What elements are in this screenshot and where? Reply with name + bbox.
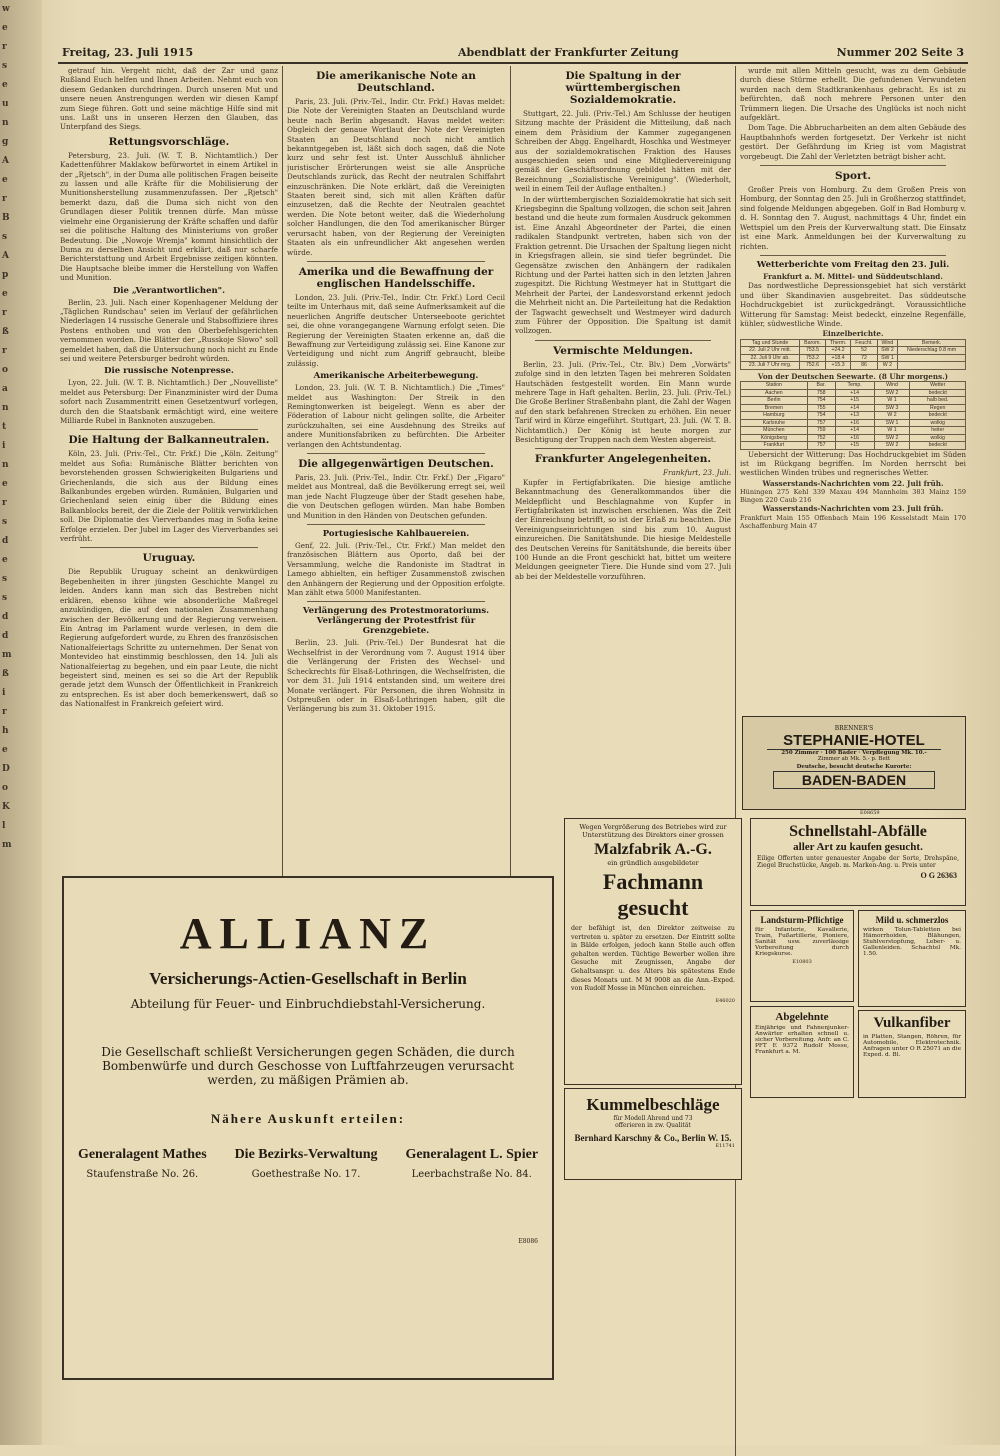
table-cell: +14 — [835, 427, 874, 435]
ad-code: E11741 — [715, 1143, 735, 1149]
table-cell: 755 — [807, 404, 835, 412]
gutter-fragment: h — [2, 726, 9, 736]
table-row — [741, 397, 966, 405]
article-text: Großer Preis von Homburg. Zu dem Großen Preis von Homburg, der Sonntag den 25. Juli in Großherzog stattfindet, sind folgende Meldungen abgegeben. Golf in Bad Homburg v. d. H. Sonntag den 7. August, nachmittags 4 Uhr, findet ein Wettspiel um den Preis der Kurverwaltung statt. Die Einsatz ist eine Mark. Anmeldungen bei der Kurverwaltung zu richten. — [740, 185, 966, 251]
gutter-fragment: r — [2, 42, 7, 52]
weather-text: Uebersicht der Witterung: Das Hochdruckgebiet im Süden ist im Rückgang begriffen. Im Norden herrscht bei westlichen Winden trübes und regnerisches Wetter. — [740, 449, 966, 478]
weather-table — [740, 339, 966, 370]
ad-code: E10803 — [792, 959, 812, 965]
malzfabrik-advertisement — [564, 818, 742, 1085]
table-cell: Frankfurt — [741, 442, 808, 450]
column-rule — [735, 66, 736, 1456]
kummel-advertisement — [564, 1088, 742, 1180]
water-level-title: Wasserstands-Nachrichten vom 22. Juli früh. — [762, 478, 944, 488]
gutter-fragment: e — [2, 80, 8, 90]
agent-address: Leerbachstraße No. 84. — [411, 1169, 532, 1180]
table-cell: heiter — [910, 427, 966, 435]
headline: Sport. — [835, 170, 871, 183]
table-cell: +16 — [835, 434, 874, 442]
headline: Portugiesische Kahlbauereien. — [322, 529, 470, 540]
table-cell: W 1 — [874, 397, 910, 405]
table-header-cell: Therm. — [825, 339, 850, 347]
allianz-title: ALLIANZ — [179, 909, 437, 958]
agent-name: Generalagent L. Spier — [405, 1147, 539, 1162]
company-name: Bernhard Karschny & Co., Berlin W. 15. — [574, 1133, 732, 1143]
table-cell: Karlsruhe — [741, 419, 808, 427]
gutter-fragment: ß — [2, 327, 9, 337]
ad-headline: Schnellstahl-Abfälle — [789, 823, 927, 840]
gutter-fragment: n — [2, 403, 9, 413]
hotel-name: STEPHANIE-HOTEL — [767, 732, 941, 750]
gutter-fragment: B — [2, 213, 10, 223]
header-paper-name: Abendblatt der Frankfurter Zeitung — [458, 46, 679, 59]
table-cell: 72 — [851, 354, 877, 362]
table-cell: wolkig — [910, 434, 966, 442]
table-cell: +15 — [835, 442, 874, 450]
table-cell: +24.2 — [825, 347, 850, 355]
hotel-brand: BRENNER'S — [834, 725, 874, 732]
divider — [307, 261, 485, 262]
weather-section-title: Einzelberichte. — [822, 329, 884, 339]
ad-headline: Abgelehnte — [775, 1011, 829, 1023]
gutter-fragment: i — [2, 441, 6, 451]
table-cell: SW 1 — [877, 354, 897, 362]
ad-text: Einjährige und Fahnenjunker-Anwärter erhalten schnell u. sicher Vorbereitung. Anfr. an C. PFT E 9372 Rudolf Mosse, Frankfurt a. M. — [755, 1025, 849, 1055]
table-header-cell: Wind — [874, 382, 910, 390]
table-row — [741, 347, 966, 355]
table-header-cell: Feucht. — [851, 339, 877, 347]
gutter-fragment: g — [2, 137, 9, 147]
article-text: Berlin, 23. Juli. Nach einer Kopenhagener Meldung der „Täglichen Rundschau" seien im Verlauf der gefährlichen Niederlagen 14 russische Generale und Stabsoffiziere ihres Postens enthoben und von den Oberbefehlsgerichten vernommen worden. Die Blätter der „Russkoje Slowo" soll gemeldet haben, daß die Untersuchung noch nicht zu Ende sei und weitere Petersburger bedroht würden. — [60, 297, 278, 363]
gutter-fragment: s — [2, 574, 8, 584]
gutter-fragment: t — [2, 422, 7, 432]
article-text: getrauf hin. Vergeht nicht, daß der Zar und ganz Rußland Euch helfen und Ihnen Arbeiten. Nehmt euch von diesem Gedanken durchdringen. Durch unseren Mut und unsere neuen Anstrengungen werden wir diesen Kampf zum Siege führen. Gott und seine mächtige Hilfe sind mit uns. Laßt uns in unseren Herzen den Glauben, das Unterpfand des Siegs. — [60, 66, 278, 132]
gutter-fragment: o — [2, 783, 9, 793]
table-cell: +15.3 — [825, 362, 850, 370]
article-text: Petersburg, 23. Juli. (W. T. B. Nichtamtlich.) Der Kadettenführer Maklakow befürwortet in einem Artikel in der „Rjetsch", in der Duma alle politischen Fragen beiseite zu lassen und alle Kräfte für die Mobilisierung der Munitionsherstellung zusammenzufassen. Der „Rjetsch" bemerkt dazu, daß die Duma sich nicht von den Grundlagen dieser Politik trennen dürfe. Man müsse vielmehr eine Organisierung der Kräfte schaffen und dafür sei die politische Haltung des Ministeriums von großer Bedeutung. Die „Nowoje Wremja" kommt hinsichtlich der Duma zu derselben Ansicht und erklärt, daß nur scharfe Berichterstattung und Arbeit Ergebnisse zeitigen könnten. Die Hauptsache bleibe immer die Herstellung von Waffen und Munition. — [60, 150, 278, 283]
gutter-fragment: e — [2, 23, 8, 33]
table-header-cell: Bemerk. — [898, 339, 966, 347]
divider — [535, 448, 711, 449]
gutter-fragment: d — [2, 536, 9, 546]
gutter-fragment: r — [2, 346, 7, 356]
gutter-fragment: u — [2, 99, 9, 109]
table-cell: W 2 — [874, 412, 910, 420]
agent-address: Staufenstraße No. 26. — [86, 1169, 199, 1180]
water-level-data: Frankfurt Main 155 Offenbach Main 196 Kesselstadt Main 170 Aschaffenburg Main 47 — [740, 513, 966, 530]
gutter-fragment: s — [2, 232, 8, 242]
table-cell: 757 — [807, 419, 835, 427]
allianz-body: Die Gesellschaft schließt Versicherungen gegen Schäden, die durch Bombenwürfe und durch Geschosse von Luftfahrzeugen verursacht werden, zu mäßigen Prämien ab. — [101, 1045, 515, 1087]
table-cell: Königsberg — [741, 434, 808, 442]
table-row — [741, 354, 966, 362]
table-cell: 754 — [807, 397, 835, 405]
mild-advertisement — [858, 910, 966, 1007]
table-cell: wolkig — [910, 419, 966, 427]
article-text: Berlin, 23. Juli. (Priv.-Tel., Ctr. Blv.) Dem „Vorwärts" zufolge sind in den letzten Tagen bei mehreren Soldaten Hautschäden festgestellt worden. Ein Mann wurde mehrere Tage in Haft gehalten. Berlin, 23. Juli. (Priv.-Tel.) Die Große Berliner Straßenbahn plant, die Zahl der Wagen auf den stark befahrenen Strecken zu erhöhen. Ein neuer Tarif wird in Kürze eingeführt. Stuttgart, 23. Juli. (W. T. B. Nichtamtlich.) Der König ist heute morgen zur Besichtigung der Truppen nach dem Westen abgereist. — [515, 359, 731, 444]
gutter-fragment: r — [2, 498, 7, 508]
ad-code: E46020 — [715, 997, 735, 1004]
headline: Verlängerung des Protestmoratoriums. Verlängerung der Protestfrist für Grenzgebiete. — [302, 606, 490, 637]
table-cell: bedeckt — [910, 389, 966, 397]
table-row — [741, 442, 966, 450]
gutter-fragment: l — [2, 821, 6, 831]
divider — [307, 601, 485, 602]
headline: Die russische Notenpresse. — [104, 366, 234, 377]
gutter-fragment: o — [2, 365, 9, 375]
table-cell: SW 2 — [874, 389, 910, 397]
table-cell: 22. Juli 9 Uhr ab. — [741, 354, 800, 362]
table-cell: 86 — [851, 362, 877, 370]
table-cell: W 2 — [877, 362, 897, 370]
table-cell: 52 — [851, 347, 877, 355]
ad-headline: Kummelbeschläge — [586, 1095, 720, 1114]
gutter-fragment: K — [2, 802, 10, 812]
headline: Amerika und die Bewaffnung der englischen Handelsschiffe. — [298, 265, 494, 290]
gutter-fragment: s — [2, 61, 8, 71]
seewarte-title: Von der Deutschen Seewarte. (8 Uhr morgens.) — [757, 371, 949, 381]
ad-headline: Mild u. schmerzlos — [875, 915, 949, 925]
table-cell: SW 1 — [874, 419, 910, 427]
ad-text: für Modell Ahrend und 73 — [613, 1115, 693, 1122]
table-cell: Regen — [910, 404, 966, 412]
headline: Die amerikanische Note an Deutschland. — [316, 70, 476, 94]
article-text: Die Republik Uruguay scheint an denkwürdigen Begebenheiten in ihrer jüngsten Geschichte Mangel zu leiden. Anders kann man sich das Bestreben nicht erklären, ebenso kühne wie absonderliche Maßregel anzukündigen, die auf den nationalen Zusammenhang zwischen der Bevölkerung und der Regierung verweisen. Ein Antrag im Parlament wurde verlesen, in dem die Regierung aufgefordert wurde, zu Ehren des französischen Nationalfeiertags Schritte zu unternehmen. Der Senat von Montevideo hat einstimmig beschlossen, den 14. Juli als Nationalfeiertag zu begehen, und ein paar Leute, die nicht begeistert sind, meinen es sei so die Art der Republik gerade jetzt dem Wunsch der Öffentlichkeit in Frankreich zu entsprechen. Es ist aber doch bemerkenswert, daß so das Nationalfest in Frankreich gefeiert wird. — [60, 567, 278, 709]
water-level-title: Wasserstands-Nachrichten vom 23. Juli früh. — [762, 504, 944, 514]
table-cell: 757 — [807, 442, 835, 450]
table-cell: +13 — [835, 412, 874, 420]
hotel-city: BADEN-BADEN — [773, 771, 935, 789]
article-text: London, 23. Juli. (Priv.-Tel., Indir. Ctr. Frkf.) Lord Cecil teilte im Unterhaus mit, daß seine Aufmerksamkeit auf die neuerlichen Angriffe deutscher Unterseeboote gerichtet sei, die ohne vorangegangene Warnung erfolgt seien. Die Regierung der Vereinigten Staaten erkenne an, daß die Bewaffnung zur Verteidigung zulässig sei. Eine Kanone zur Verteidigung und nicht zum Angriff gebraucht, bleibe zulässig. — [287, 292, 505, 368]
article-text: Kupfer in Fertigfabrikaten. Die hiesige amtliche Bekanntmachung des Generalkommandos über die Meldepflicht und Beschlagnahme von Kupfer in Fertigfabrikaten ist inzwischen erschienen. Was die Zeit der Einreichung betrifft, so ist der Erlaß zu beachten. Die Vereinigungseinrichtungen sind bis zum 10. August einzureichen. Die Sanitätshunde. Die hiesige Meldestelle des Deutschen Vereins für Sanitätshunde, die bereits über 100 Hunde an die Front geschickt hat, bittet um weitere Meldungen geeigneter Tiere. Die Hunde sind vom 27. Juli ab bei der Meldestelle vorzuführen. — [515, 477, 731, 581]
column-3 — [515, 66, 731, 871]
gutter-fragment: e — [2, 745, 8, 755]
article-text: Berlin, 23. Juli. (Priv.-Tel.) Der Bundesrat hat die Wechselfrist in der Verordnung vom 7. August 1914 über die Verlängerung der Fristen des Wechsel- und Scheckrechts für Elsaß-Lothringen, die Wechselfristen, die vor dem 31. Juli 1914 entstanden sind, um weitere drei Monate verlängert. Für Personen, die ihren Wohnsitz in Ostpreußen oder in Elsaß-Lothringen haben, gilt die Verlängerung bis zum 31. Oktober 1915. — [287, 638, 505, 714]
schnellstahl-advertisement — [750, 818, 966, 906]
agent-address: Goethestraße No. 17. — [251, 1169, 361, 1180]
page-header — [58, 44, 968, 64]
ad-headline: Landsturm-Pflichtige — [760, 915, 844, 925]
gutter-fragment: A — [2, 156, 9, 166]
ad-code: E8086 — [518, 1238, 538, 1245]
table-cell: 22. Juli 2 Uhr mitt. — [741, 347, 800, 355]
gutter-fragment: m — [2, 840, 12, 850]
article-text: Stuttgart, 22. Juli. (Priv.-Tel.) Am Schlusse der heutigen Sitzung machte der Präsident die Mitteilung, daß nach einem dem Präsidium der Kammer zugegangenen Schreiben der Abgg. Engelhardt, Hoschka und Westmeyer aus der sozialdemokratischen Fraktion des Hauses ausgeschieden seien und eine Mitgliedervereinigung gemäß der Geschäftsordnung gebildet hätten mit der Bezeichnung „Sozialistische Vereinigung". (Wiederholt, weil in einem Teil der Auflage enthalten.) — [515, 109, 731, 194]
gutter-fragment: D — [2, 764, 10, 774]
table-cell: +14 — [835, 389, 874, 397]
gutter-fragment: n — [2, 118, 9, 128]
table-row — [741, 434, 966, 442]
ad-text: Eilige Offerten unter genauester Angabe der Sorte, Drehspäne, Ziegel Bruchstücke, Angeb. m. Marken-Ang. u. Preis unter — [757, 855, 959, 869]
table-cell: SW 2 — [874, 434, 910, 442]
table-row — [741, 404, 966, 412]
hotel-info: 250 Zimmer · 100 Bäder · Verpflegung Mk. 10.- — [781, 750, 927, 756]
ad-headline: Vulkanfiber — [873, 1015, 951, 1031]
gutter-fragment: e — [2, 479, 8, 489]
article-text: Dom Tage. Die Abbrucharbeiten an dem alten Gebäude des Hauptbahnhofs werden fortgesetzt. Der Verkehr ist nicht gestört. Der Gefährdung im Krieg ist vom Magistrat vorgebeugt. Die Zahl der Verletzten beträgt bisher acht. — [740, 123, 966, 161]
table-cell: 753.2 — [800, 354, 826, 362]
weather-headline: Wetterberichte vom Freitag den 23. Juli. — [756, 259, 950, 270]
ad-text: in Platten, Stangen, Röhren, für Automobile, Elektrotechnik. Anfragen unter O R 25071 an die Exped. d. Bl. — [863, 1034, 961, 1058]
weather-subheading: Frankfurt a. M. Mittel- und Süddeutschland. — [763, 271, 943, 281]
gutter-fragment: n — [2, 460, 9, 470]
table-cell: 752 — [807, 434, 835, 442]
headline: Amerikanische Arbeiterbewegung. — [313, 371, 479, 382]
divider — [307, 453, 485, 454]
headline: Uruguay. — [142, 552, 196, 565]
table-cell: bedeckt — [910, 442, 966, 450]
table-row — [741, 412, 966, 420]
gutter-fragment: s — [2, 517, 8, 527]
column-4 — [740, 66, 966, 716]
divider — [535, 340, 711, 341]
divider — [760, 255, 946, 256]
headline: Frankfurter Angelegenheiten. — [534, 453, 712, 466]
table-cell: 753.5 — [800, 347, 826, 355]
agent-name: Die Bezirks-Verwaltung — [234, 1147, 378, 1162]
landsturm-advertisement — [750, 910, 854, 1002]
header-date: Freitag, 23. Juli 1915 — [62, 46, 194, 59]
ad-code: E08659 — [860, 810, 880, 816]
ad-text: ein gründlich ausgebildeter — [607, 859, 699, 867]
vulkanfiber-advertisement — [858, 1010, 966, 1098]
table-cell: Bremen — [741, 404, 808, 412]
divider — [80, 547, 258, 548]
gutter-fragment: m — [2, 650, 12, 660]
table-header-cell: Station — [741, 382, 808, 390]
table-cell: +16 — [835, 419, 874, 427]
hotel-info: Zimmer ab Mk. 5.- p. Bett — [817, 756, 891, 762]
gutter-fragment: s — [2, 593, 8, 603]
article-text: Paris, 23. Juli. (Priv.-Tel., Indir. Ctr. Frkf.) Der „Figaro" meldet aus Montreal, daß die Bevölkerung erregt sei, weil man jede Nacht Flugzeuge über der Stadt gesehen habe, die von Deutschen geflogen würden. Man habe Bomben und Munition in den Händen von Deutschen gefunden. — [287, 473, 505, 520]
abgelehnte-advertisement — [750, 1006, 854, 1098]
table-header-cell: Barom. — [800, 339, 826, 347]
table-header-cell: Wetter — [910, 382, 966, 390]
table-cell: halb bed. — [910, 397, 966, 405]
table-cell: 752.6 — [800, 362, 826, 370]
table-cell: SW 2 — [877, 347, 897, 355]
previous-page-edge — [0, 0, 42, 1445]
gutter-fragment: A — [2, 251, 9, 261]
headline: Die Haltung der Balkanneutralen. — [68, 434, 270, 447]
gutter-fragment: r — [2, 308, 7, 318]
table-row — [741, 389, 966, 397]
allianz-department: Abteilung für Feuer- und Einbruchdiebstahl-Versicherung. — [130, 997, 486, 1011]
headline: Die allgegenwärtigen Deutschen. — [298, 458, 494, 470]
gutter-fragment: w — [2, 4, 10, 14]
table-header-cell: Wind — [877, 339, 897, 347]
ad-subheadline: aller Art zu kaufen gesucht. — [793, 841, 923, 853]
table-header-cell: Bar. — [807, 382, 835, 390]
gutter-fragment: r — [2, 194, 7, 204]
article-text: Lyon, 22. Juli. (W. T. B. Nichtamtlich.) Der „Nouvelliste" meldet aus Petersburg: Der Finanzminister wird der Duma sofort nach Zusammentritt einen Gesetzentwurf vorlegen, durch den die Staatsbank ermächtigt wird, eine weitere Milliarde Rubel in Banknoten auszugeben. — [60, 378, 278, 425]
gutter-fragment: d — [2, 612, 9, 622]
station-table — [740, 381, 966, 450]
gutter-fragment: a — [2, 384, 8, 394]
table-row — [741, 362, 966, 370]
gutter-fragment: r — [2, 707, 7, 717]
table-header-cell: Tag und Stunde — [741, 339, 800, 347]
table-cell: SW 3 — [874, 404, 910, 412]
table-cell: W 1 — [874, 427, 910, 435]
divider — [80, 429, 258, 430]
ad-headline: Fachmann gesucht — [602, 869, 704, 920]
table-row — [741, 427, 966, 435]
article-text: wurde mit allen Mitteln gesucht, was zu dem Gebäude durch diese Stürme erhellt. Die gefundenen Verwundeten wurden nach dem Stadtkrankenhaus gebracht. Es ist zu befürchten, daß noch mehrere Personen unter den Trümmern liegen. Die Ursache des Unglücks ist noch nicht aufgeklärt. — [740, 66, 966, 123]
table-cell — [898, 362, 966, 370]
article-text: London, 23. Juli. (W. T. B. Nichtamtlich.) Die „Times" meldet aus Washington: Der Streik in den Remingtonwerken ist beigelegt. Wenn es aber der Föderation of Labour nicht gelingen sollte, die Arbeiter zurückzuhalten, sei eine Ausdehnung des Streiks auf andere Munitionsfabriken zu befürchten. Die Arbeiter verlangen den Achtstundentag. — [287, 383, 505, 449]
gutter-fragment: p — [2, 270, 9, 280]
water-level-data: Hüningen 275 Kehl 339 Maxau 494 Mannheim 383 Mainz 159 Bingen 220 Caub 216 — [740, 488, 966, 505]
article-text: In der württembergischen Sozialdemokratie hat sich seit Kriegsbeginn die Spaltung vollzogen, die schon seit Jahren bestand und die heute zum formalen Ausdruck gekommen ist. Eine Anzahl Abgeordneter der Partei, die einen radikalen Standpunkt vertreten, haben sich von der Fraktion getrennt. Die Ursachen der Spaltung liegen nicht in Kriegsfragen allein, sie sind tiefer begründet. Die Gegensätze zwischen den Anhängern der radikalen Richtung und der Partei hatten sich in den letzten Jahren zugespitzt. Die Richtung Westmeyer hat in Stuttgart die Mehrheit der Partei, der Landesvorstand erkennt jedoch die Mehrheit nicht an. Die Parteileitung hat die Redaktion der Tagwacht gewechselt und Westmeyer wird dadurch zum Führer der Opposition. Die Spaltung ist damit vollzogen. — [515, 194, 731, 336]
ad-code: O G 26363 — [920, 871, 957, 880]
ad-text: offerieren in zw. Qualität — [615, 1122, 691, 1129]
gutter-fragment: e — [2, 555, 8, 565]
ad-text: für Infanterie, Kavallerie, Train, Fußartillerie, Pioniere, Sanität usw. zuverlässige Vorbereitung durch Kriegskurse. — [755, 927, 849, 957]
gutter-fragment: ß — [2, 669, 9, 679]
headline: Die Spaltung in der württembergischen Sozialdemokratie. — [565, 70, 681, 106]
article-text: Paris, 23. Juli. (Priv.-Tel., Indir. Ctr. Frkf.) Havas meldet: Die Note der Vereinigten Staaten an Deutschland wurde heute nach Berlin abgesandt. Havas meldet weiter: Obgleich der genaue Wortlaut der Note der Vereinigten Staaten an Deutschland noch nicht amtlich bekanntgegeben ist, läßt sich doch sagen, daß die Note kurz und sehr fest ist. Unter Ausschluß ähnlicher juristischer Erörterungen weist sie alle Ansprüche Deutschlands zurück, das Recht der neutralen Schiffahrt einzuschränken. Die Note erklärt, daß die Vereinigten Staaten bereit sind, sich mit allen Kräften dafür einzusetzen, daß die Rechte der Neutralen geachtet werden. Die Note betont weiter, daß die Wiederholung solcher Handlungen, die den Tod amerikanischer Bürger verursacht haben, von der Regierung der Vereinigten Staaten als ein unfreundlicher Akt angesehen werden würde. — [287, 97, 505, 257]
table-cell: Berlin — [741, 397, 808, 405]
table-cell: bedeckt — [910, 412, 966, 420]
header-page-number: Nummer 202 Seite 3 — [836, 46, 964, 59]
hotel-info: Deutsche, besucht deutsche Kurorte: — [796, 764, 912, 770]
article-text: Köln, 23. Juli. (Priv.-Tel., Ctr. Frkf.) Die „Köln. Zeitung" meldet aus Sofia: Rumänische Blätter berichten von bevorstehenden grossen Schwierigkeiten Bulgariens und Griechenlands, die sich aus der Bildung eines Balkanbundes ergeben würden. Rumänien, Bulgarien und Griechenland seien einig über die Bildung eines Balkanblocks bereit, der die Ziele der Politik verwirklichen soll. Die Diplomatie des Vierverbandes mag in Sofia keine Erfolge erzielen. Der Jubel im Lager des Vierverbandes sei verfrüht. — [60, 449, 278, 544]
column-rule — [282, 66, 283, 876]
table-cell: 754 — [807, 412, 835, 420]
ad-text: wirken Tolun-Tabletten bei Hämorrhoiden, Blähungen, Stuhlverstopfung, Leber- u. Gallenleiden. Schachtel Mk. 1.50. — [863, 927, 961, 957]
allianz-company: Versicherungs-Actien-Gesellschaft in Berlin — [149, 969, 467, 988]
company-name: Malzfabrik A.-G. — [594, 841, 712, 858]
hotel-advertisement — [742, 716, 966, 810]
table-cell: Niederschlag 0.8 mm — [898, 347, 966, 355]
table-header-cell: Temp. — [835, 382, 874, 390]
table-cell: +18.4 — [825, 354, 850, 362]
article-text: Genf, 22. Juli. (Priv.-Tel., Ctr. Frkf.) Man meldet den französischen Blättern aus Oporto, daß bei der Versammlung, welche die Randoniste im Stadtrat in Lamego abhielten, ein heftiger Zusammenstoß zwischen den Anhängern der Regierung und der Opposition erfolgte. Man zählt etwa 5000 Manifestanten. — [287, 541, 505, 598]
table-cell: +14 — [835, 404, 874, 412]
table-row — [741, 419, 966, 427]
allianz-info-heading: Nähere Auskunft erteilen: — [210, 1111, 406, 1126]
allianz-advertisement — [62, 876, 554, 1380]
table-cell: SW 2 — [874, 442, 910, 450]
column-2 — [287, 66, 505, 871]
table-cell: 758 — [807, 389, 835, 397]
gutter-fragment: d — [2, 631, 9, 641]
divider — [760, 165, 946, 166]
table-cell: Aachen — [741, 389, 808, 397]
headline: Rettungsvorschläge. — [108, 135, 230, 148]
ad-text: der befähigt ist, den Direktor zeitweise zu vertreten u. später zu ersetzen. Der Eintritt sollte in Bälde erfolgen, jedoch kann Stelle auch offen gehalten werden. Tüchtige Bewerber wollen ihre Gesuche mit Zeugnissen, Angabe der Gehaltsanspr. u. des Alters bis spätestens Ende dieses Monats unt. M M 9008 an die Ann.-Exped. von Rudolf Mosse in München einreichen. — [571, 925, 735, 993]
gutter-fragment: e — [2, 175, 8, 185]
table-cell: +15 — [835, 397, 874, 405]
table-cell: 759 — [807, 427, 835, 435]
agent-name: Generalagent Mathes — [77, 1147, 207, 1162]
dateline: Frankfurt, 23. Juli. — [663, 468, 731, 478]
column-rule — [510, 66, 511, 876]
divider — [307, 524, 485, 525]
weather-text: Das nordwestliche Depressionsgebiet hat sich verstärkt und über Skandinavien ausgebreitet. Das süddeutsche Hochdruckgebiet ist zurückgedrängt. Voraussichtliche Witterung für Samstag: Meist bedeckt, einzelne Regenfälle, kühler, südwestliche Winde. — [740, 281, 966, 328]
table-cell — [898, 354, 966, 362]
ad-text: Wegen Vergrößerung des Betriebes wird zur Unterstützung des Direktors einer grossen — [579, 823, 727, 839]
headline: Die „Verantwortlichen". — [112, 285, 226, 296]
headline: Vermischte Meldungen. — [553, 344, 693, 357]
gutter-fragment: i — [2, 688, 6, 698]
column-1 — [60, 66, 278, 871]
table-cell: 23. Juli 7 Uhr mrg. — [741, 362, 800, 370]
table-cell: Hamburg — [741, 412, 808, 420]
gutter-fragment: e — [2, 289, 8, 299]
table-cell: München — [741, 427, 808, 435]
